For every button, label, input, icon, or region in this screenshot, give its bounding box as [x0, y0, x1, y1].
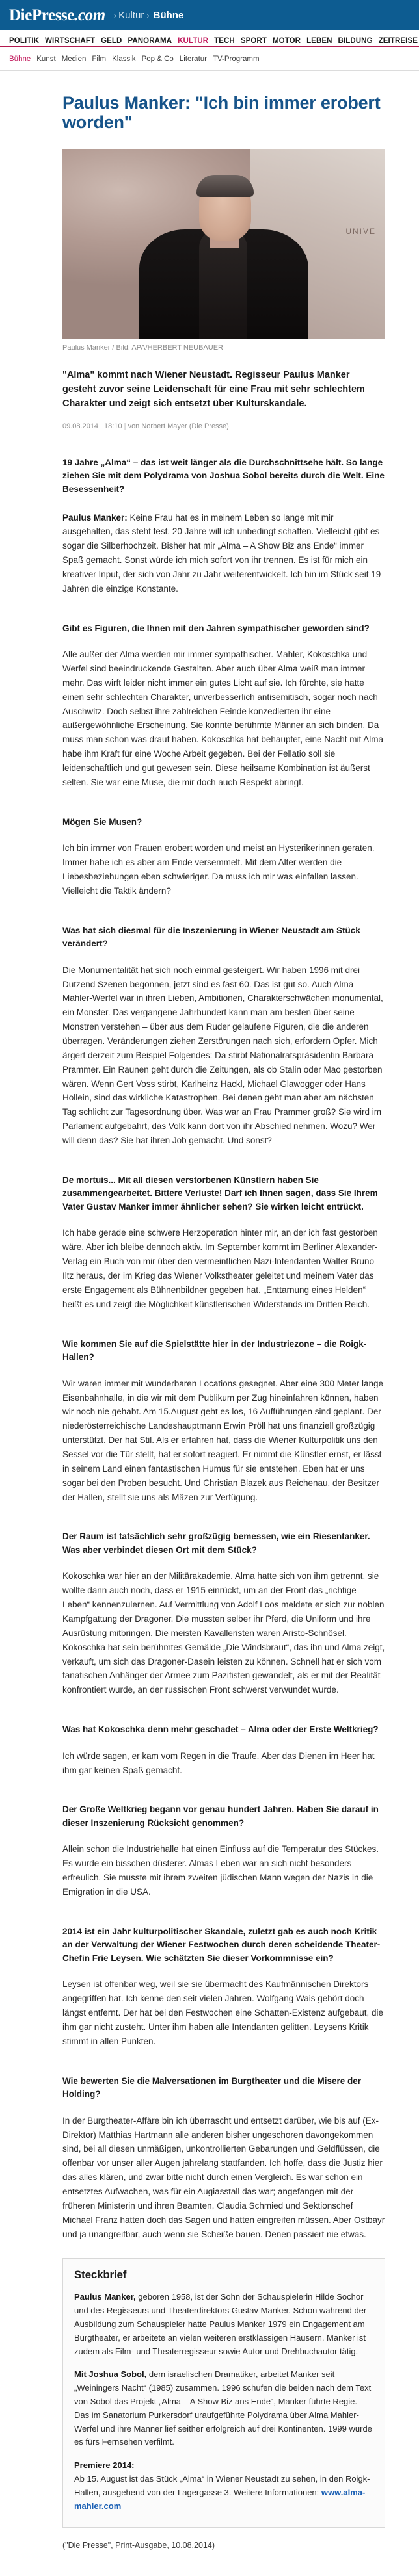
steckbrief-paragraph-premiere [74, 2459, 373, 2513]
steckbrief-title: Steckbrief [74, 2269, 127, 2282]
article-source: ("Die Presse", Print-Ausgabe, 10.08.2014) [62, 2541, 215, 2551]
steckbrief-manker-text: geboren 1958, ist der Sohn der Schauspielerin Hilde Sochor und des Regisseurs und Theaterdirektors Gustav Manker. Schon während der Ausbildung zum Schauspieler hatte Paulus Manker 1979 ein Engagement am Burgtheater, er arbeitete an vielen weiteren erstklassigen Häusern. Manker ist zudem als Film- und Theaterregisseur sowie Autor und Drehbuchautor tätig. [74, 2292, 367, 2356]
mainnav-item-wirtschaft[interactable]: WIRTSCHAFT [45, 37, 96, 45]
subnav-item-literatur[interactable]: Literatur [179, 55, 207, 63]
interview-answer: In der Burgtheater-Affäre bin ich überrascht und entsetzt darüber, wie bis auf (Ex-Direktor) Matthias Hartmann alle anderen bisher ungeschoren davongekommen sind, bei all diesen unmäßigen, unkontrollierten Gebarungen und Geldflüssen, die offenbar vor unser aller Augen jahrelang stattfanden. Ich hoffe, dass die Justiz hier das alles klären, und zwar bitte nicht durch einen Vergleich. Es war schon ein entsetztes Aufwachen, was für ein Augiasstall das war; angefangen mit der früheren Ministerin und ihren Beamten, Claudia Schmied und Sektionschef Michael Franz hatten doch das Sagen und hatten eingreifen müssen. Aber Ostbayr und ja unangreifbar, auch wenn sie Scheiße bauen. Denen passiert nie etwas. [62, 2115, 385, 2239]
interview-answer: Die Monumentalität hat sich noch einmal gesteigert. Wir haben 1996 mit drei Dutzend Szenen begonnen, jetzt sind es fast 60. Das ist gut so. Auch Alma Mahler-Werfel war in ihren Lieben, Ambitionen, Charakterschwächen monumental, ein Monster. Das vergangene Jahrhundert kann man am besten über seine Monstren verstehen – über aus dem Ruder gelaufene Figuren, die die anderen überragen. Veränderungen ziehen Zerstörungen nach sich, erfordern Opfer. Mich ärgert derzeit zum Beispiel Folgendes: Da stirbt Nationalratspräsidentin Barbara Prammer. Ein Raunen geht durch die Zeitungen, als ob Stalin oder Mao gestorben wären. Wenn Gert Voss stirbt, Karlheinz Hackl, Michael Glawogger oder Hans Hollein, sind das wirkliche Katastrophen. Bei denen geht man aber am nächsten Tag schlicht zur Tagesordnung über. Was war an Frau Prammer groß? Sie wird im Parlament aufgebahrt, das Volk kann dort von ihr Abschied nehmen. Wozu? Wer will denn das? Sie hat ihren Job gemacht. Und sonst? [62, 965, 383, 1146]
steckbrief-sobol-label: Mit Joshua Sobol, [74, 2369, 147, 2380]
mainnav-item-geld[interactable]: GELD [101, 37, 122, 45]
subnav-item-medien[interactable]: Medien [61, 55, 87, 63]
mainnav-item-motor[interactable]: MOTOR [272, 37, 301, 45]
interview-question: Der Raum ist tatsächlich sehr großzügig bemessen, wie ein Riesentanker. Was aber verbindet diesen Ort mit dem Stück? [62, 1531, 370, 1555]
answer-speaker-label: Paulus Manker: [62, 512, 128, 523]
logo-die: Die [9, 6, 32, 24]
interview-answer: Ich habe gerade eine schwere Herzoperation hinter mir, an der ich fast gestorben wäre. Aber ich bleibe dennoch aktiv. Im September kommt im Berliner Alexander-Verlag ein Buch von mir über den vermeintlichen Nazi-Intendanten Walter Bruno Iltz heraus, der im Krieg das Wiener Volkstheater geleitet und meinem Vater das erste Engagement als Bühnenbildner gegeben hat. „Enttarnung eines Helden“ heißt es und zeigt die Möglichkeit künstlerischen Widerstands im Dritten Reich. [62, 1228, 378, 1309]
subnav-item-kunst[interactable]: Kunst [36, 55, 56, 63]
article-lead: "Alma" kommt nach Wiener Neustadt. Regisseur Paulus Manker gesteht zuvor seine Leidenschaft für eine Frau mit sehr schlechtem Charakter und zeigt sich entsetzt über Kulturskandale. [62, 369, 365, 409]
interview-answer: Wir waren immer mit wunderbaren Locations gesegnet. Aber eine 300 Meter lange Eisenbahnhalle, in die wir mit dem Publikum per Zug hineinfahren können, haben wir noch nie gehabt. Am 15.August geht es los, 16 Aufführungen sind geplant. Der niederösterreichische Landeshauptmann Erwin Pröll hat uns finanziell großzügig unterstützt. Der hat Stil. Als er erfahren hat, dass die Wiener Kulturpolitik uns den Sessel vor die Tür stellt, hat er sofort reagiert. Er nimmt die Künstler ernst, er lässt in seinem Land einen fantastischen Humus für sie entstehen. Eben hat er uns sogar bei den Proben besucht. Und Christian Blazek aus Reichenau, der Besitzer der Hallen, stellt sie uns als Mäzen zur Verfügung. [62, 1378, 384, 1502]
breadcrumb-chevron-icon-2: › [146, 10, 150, 20]
mainnav-item-tech[interactable]: TECH [214, 37, 235, 45]
interview-question: Wie kommen Sie auf die Spielstätte hier in der Industriezone – die Roigk-Hallen? [62, 1338, 367, 1362]
subnav-item-tv-programm[interactable]: TV-Programm [212, 55, 260, 63]
interview-question: Gibt es Figuren, die Ihnen mit den Jahren sympathischer geworden sind? [62, 623, 370, 633]
subnav-item-klassik[interactable]: Klassik [112, 55, 136, 63]
site-masthead [0, 0, 419, 30]
interview-question: Mögen Sie Musen? [62, 816, 142, 827]
mainnav-item-sport[interactable]: SPORT [240, 37, 267, 45]
mainnav-item-panorama[interactable]: PANORAMA [128, 37, 172, 45]
photo-subject [139, 183, 308, 339]
steckbrief-manker-label: Paulus Manker, [74, 2292, 136, 2302]
interview-answer: Ich bin immer von Frauen erobert worden und meist an Hysterikerinnen geraten. Immer habe ich es aber am Ende versemmelt. Mit dem Alter werden die Liebesbeziehungen eben schwieriger. Da muss ich mir was einfallen lassen. Vielleicht die Taktik ändern? [62, 843, 375, 896]
interview-answer: Ich würde sagen, er kam vom Regen in die Traufe. Aber das Dienen im Heer hat ihm gar keinen Spaß gemacht. [62, 1750, 375, 1775]
interview-question: Wie bewerten Sie die Malversationen im Burgtheater und die Misere der Holding? [62, 2075, 361, 2100]
mainnav-item-zeitreise[interactable]: ZEITREISE [378, 37, 418, 45]
main-navigation [0, 30, 419, 47]
subnav-item-pop-co[interactable]: Pop & Co [141, 55, 174, 63]
interview-question: Der Große Weltkrieg begann vor genau hundert Jahren. Haben Sie darauf in dieser Inszenierung Rücksicht genommen? [62, 1804, 379, 1828]
mainnav-item-bildung[interactable]: BILDUNG [338, 37, 373, 45]
sub-navigation [0, 47, 419, 71]
interview-question: De mortuis... Mit all diesen verstorbenen Künstlern haben Sie zusammengearbeitet. Bittere Verluste! Darf ich Ihnen sagen, dass Sie Ihrem Vater Gustav Manker immer ähnlicher sehen? Sie wirken leicht entrückt. [62, 1175, 378, 1212]
interview-question: 19 Jahre „Alma“ – das ist weit länger als die Durchschnittsehe hält. So lange ziehen Sie mit dem Polydrama von Joshua Sobol bereits durch die Welt. Eine Besessenheit? [62, 457, 385, 494]
steckbrief-box [62, 2258, 385, 2528]
alma-mahler-website-link[interactable]: www.alma-mahler.com [74, 2487, 366, 2511]
steckbrief-premiere-text: Ab 15. August ist das Stück „Alma“ in Wiener Neustadt zu sehen, in den Roigk-Hallen, ausgehend von der Lagergasse 3. Weitere Informationen: [74, 2474, 370, 2497]
photo-caption: Paulus Manker / Bild: APA/HERBERT NEUBAUER [62, 344, 223, 352]
steckbrief-paragraph-manker [74, 2291, 373, 2358]
byline-author[interactable]: von Norbert Mayer [128, 422, 187, 430]
interview-answer: Paulus Manker: Keine Frau hat es in meinem Leben so lange mit mir ausgehalten, das steht fest. 20 Jahre will ich unbedingt schaffen. Vielleicht gibt es sogar die Silberhochzeit. Bisher hat mir „Alma – A Show Biz ans Ende“ immer Spaß gemacht. Sonst würde ich mich sofort von ihr trennen. Es ist für mich ein kreativer Input, der sich von Jahr zu Jahr weiterentwickelt. Ich bin im Stück seit 19 Jahren die einzige Konstante. [62, 512, 381, 593]
steckbrief-premiere-label: Premiere 2014: [74, 2460, 135, 2471]
interview-answer: Leysen ist offenbar weg, weil sie sie übermacht des Kaufmännischen Direktors angegriffen hat. Ich kenne den seit vielen Jahren. Wolfgang Wais gehört doch längst entfernt. Der hat bei den Festwochen eine Schatten-Existenz aufgebaut, die ihm gar nicht zusteht. Unter ihm haben alle Intendanten gelitten. Leysens Kritik stimmt in allen Punkten. [62, 1979, 384, 2046]
logo-presse: Presse [31, 6, 75, 24]
mainnav-item-leben[interactable]: LEBEN [306, 37, 332, 45]
interview-question: Was hat sich diesmal für die Inszenierung in Wiener Neustadt am Stück verändert? [62, 925, 360, 949]
photo-subject-hair [196, 175, 254, 197]
byline-source: (Die Presse) [189, 422, 229, 430]
breadcrumb-chevron-icon: › [113, 10, 117, 20]
interview-answer: Allein schon die Industriehalle hat einen Einfluss auf die Temperatur des Stückes. Es wurde ein bisschen düsterer. Almas Leben war an sich nicht besonders erfreulich. Sie musste mit ihrem zweiten jüdischen Mann wegen der Nazis in die Emigration in die USA. [62, 1844, 379, 1897]
interview-answer: Alle außer der Alma werden mir immer sympathischer. Mahler, Kokoschka und Werfel sind beeindruckende Gestalten. Aber auch über Alma weiß man immer mehr. Das wirft leider nicht immer ein gutes Licht auf sie. Ich fürchte, sie hatte einen sehr schlechten Charakter, unverbesserlich antisemitisch, sogar noch nach Auschwitz. Doch selbst ihre zahlreichen Feinde konzedierten ihr eine außergewöhnliche Erscheinung. Sie konnte berühmte Männer an sich binden. Da muss man schon was drauf haben. Kokoschka hat behauptet, eine Nacht mit Alma habe ihm Kraft für eine Woche Arbeit gegeben. Bei der Fellatio soll sie leidenschaftlich und gut gewesen sein. Diese heilsame Kombination ist äußerst selten. Sie war eine Muse, die mir doch auch Respekt abringt. [62, 649, 384, 787]
breadcrumb [114, 10, 184, 20]
mainnav-item-politik[interactable]: POLITIK [9, 37, 40, 45]
breadcrumb-item-buehne[interactable]: Bühne [153, 9, 184, 21]
steckbrief-sobol-text: dem israelischen Dramatiker, arbeitet Manker seit „Weiningers Nacht“ (1985) zusammen. 1996 schufen die beiden nach dem Text von Sobol das Projekt „Alma – A Show Biz ans Ende“, Manker führte Regie. Das im Sanatorium Purkersdorf uraufgeführte Polydrama über Alma Mahler-Werfel und ihre Männer lief seither erfolgreich auf drei Kontinenten. 1999 wurde es fürs Fernsehen verfilmt. [74, 2369, 372, 2447]
mainnav-item-kultur[interactable]: KULTUR [178, 37, 209, 45]
page-title: Paulus Manker: "Ich bin immer erobert worden" [62, 93, 381, 133]
subnav-item-film[interactable]: Film [92, 55, 107, 63]
interview-question: 2014 ist ein Jahr kulturpolitischer Skandale, zuletzt gab es auch noch Kritik an der Verwaltung der Wiener Festwochen durch deren scheidende Theater-Chefin Frie Leysen. Wie schätzten Sie dieser Vorkommnisse ein? [62, 1926, 381, 1963]
lead-photo [62, 149, 385, 339]
steckbrief-paragraph-sobol [74, 2368, 373, 2449]
site-logo[interactable] [9, 7, 105, 23]
interview-answer: Kokoschka war hier an der Militärakademie. Alma hatte sich von ihm getrennt, sie wollte dann auch noch, dass er 1915 einrückt, um an der Front das „richtige Leben“ kennenzulernen. Auf Vermittlung von Adolf Loos meldete er sich zur noblen Kampfgattung der Dragoner. Die mussten selber ihr Pferd, die Uniform und ihre Ausrüstung mitbringen. Die meisten Kavalleristen waren Aristo-Schnösel. Kokoschka hat sein berühmtes Gemälde „Die Windsbraut“, das ihn und Alma zeigt, verkauft, um sich das Dragoner-Dasein leisten zu können. Schnell hat er sich vom fanatischen Anhänger der Armee zum Pazifisten gewandelt, als er mit der Realität konfrontiert wurde, an der russischen Front schwerst verwundet wurde. [62, 1571, 385, 1695]
breadcrumb-item-kultur[interactable]: Kultur [118, 9, 144, 21]
article-byline: 09.08.2014 | 18:10 | von Norbert Mayer (Die Presse) [62, 422, 229, 430]
photo-watermark: UNIVE [345, 227, 376, 237]
interview-question: Was hat Kokoschka denn mehr geschadet – Alma oder der Erste Weltkrieg? [62, 1724, 379, 1735]
article [0, 93, 419, 2550]
subnav-item-b-hne[interactable]: Bühne [9, 55, 31, 63]
article-body [62, 456, 385, 2242]
logo-com: .com [74, 6, 105, 24]
byline-date: 09.08.2014 [62, 422, 99, 430]
byline-time: 18:10 [104, 422, 122, 430]
